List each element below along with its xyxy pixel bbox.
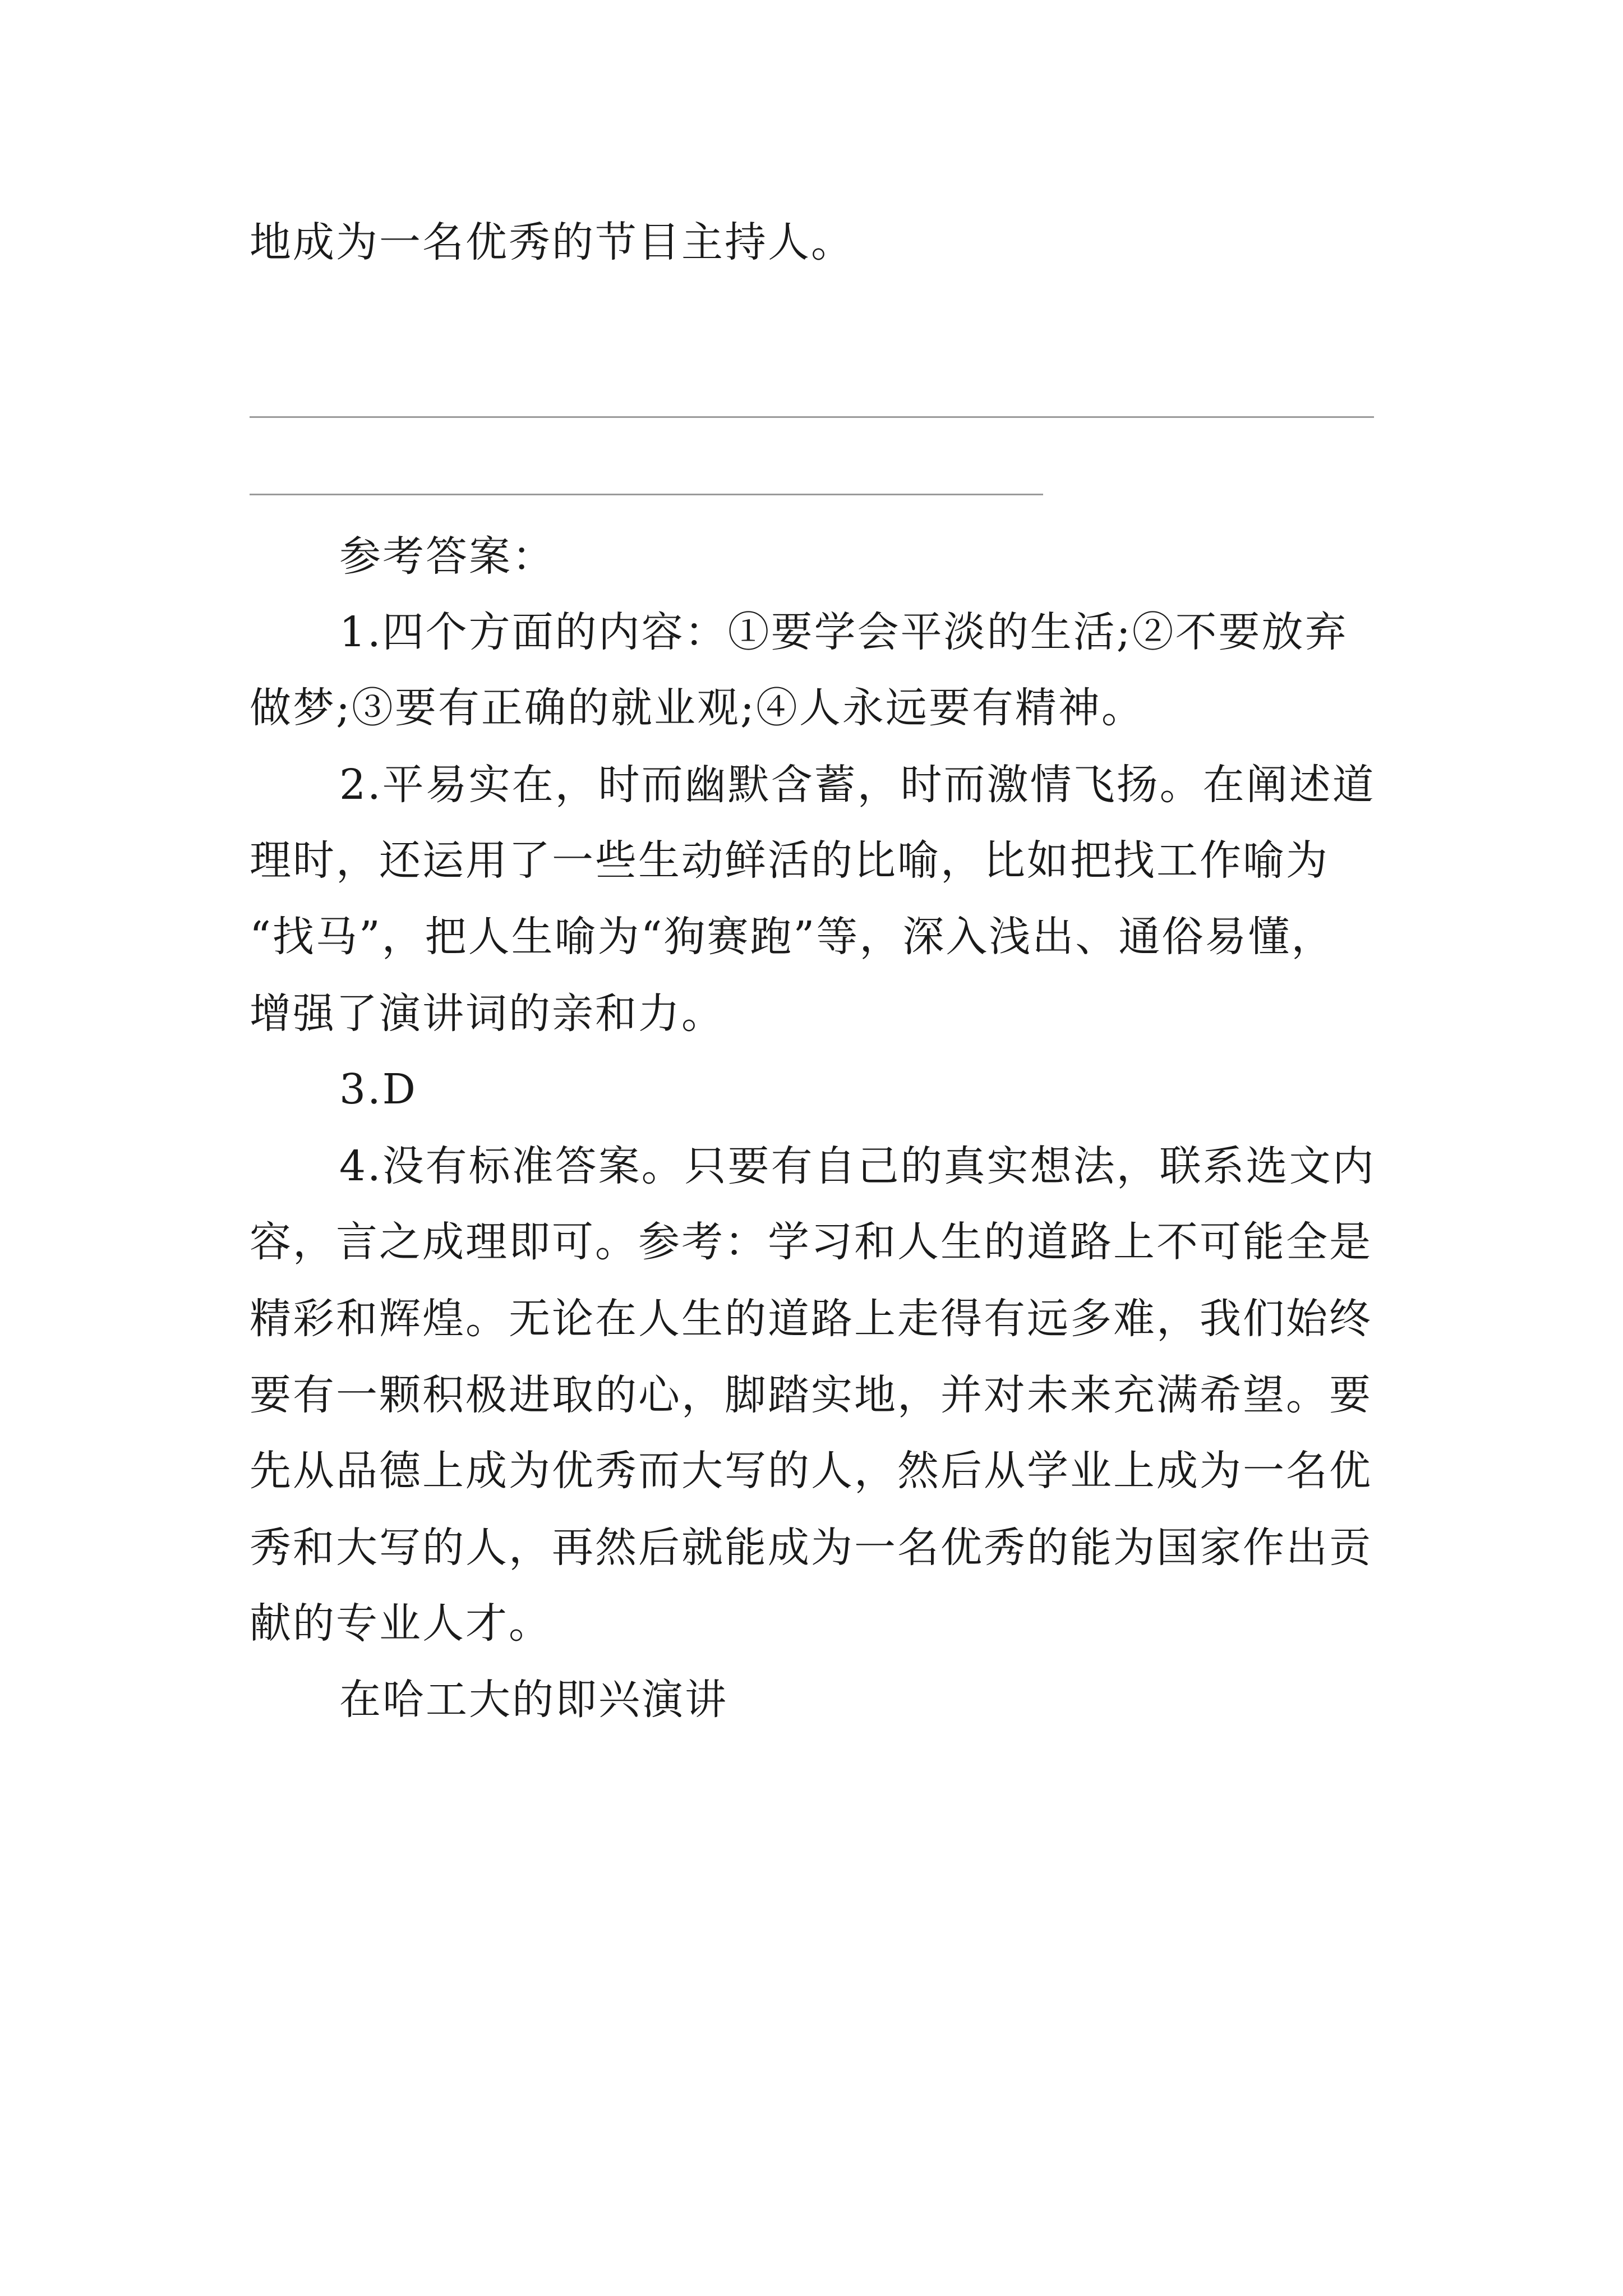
answer-1-line-1: 1.四个方面的内容：①要学会平淡的生活;②不要放弃 xyxy=(339,608,1348,656)
answer-4-line-7: 献的专业人才。 xyxy=(250,1599,552,1648)
continuation-text: 地成为一名优秀的节目主持人。 xyxy=(250,218,854,266)
answer-2-line-4: 增强了演讲词的亲和力。 xyxy=(250,990,725,1038)
answer-4-line-4: 要有一颗积极进取的心，脚踏实地，并对未来充满希望。要 xyxy=(250,1371,1372,1419)
answer-blank-line-1 xyxy=(250,416,1374,418)
answer-4-line-2: 容，言之成理即可。参考：学习和人生的道路上不可能全是 xyxy=(250,1218,1372,1266)
next-article-title: 在哈工大的即兴演讲 xyxy=(339,1676,728,1724)
answer-4-line-5: 先从品德上成为优秀而大写的人，然后从学业上成为一名优 xyxy=(250,1447,1372,1495)
answer-4-line-6: 秀和大写的人，再然后就能成为一名优秀的能为国家作出贡 xyxy=(250,1524,1372,1572)
answers-heading: 参考答案： xyxy=(339,532,555,581)
answer-3: 3.D xyxy=(339,1065,417,1114)
answer-4-line-1: 4.没有标准答案。只要有自己的真实想法，联系选文内 xyxy=(339,1142,1376,1190)
answer-2-line-1: 2.平易实在，时而幽默含蓄，时而激情飞扬。在阐述道 xyxy=(339,761,1376,809)
answer-2-line-2: 理时，还运用了一些生动鲜活的比喻，比如把找工作喻为 xyxy=(250,836,1329,885)
answer-blank-line-2 xyxy=(250,494,1043,495)
answer-4-line-3: 精彩和辉煌。无论在人生的道路上走得有远多难，我们始终 xyxy=(250,1295,1372,1343)
answer-1-line-2: 做梦;③要有正确的就业观;④人永远要有精神。 xyxy=(250,684,1145,732)
answer-2-line-3: “找马”，把人生喻为“狗赛跑”等，深入浅出、通俗易懂， xyxy=(250,913,1335,961)
